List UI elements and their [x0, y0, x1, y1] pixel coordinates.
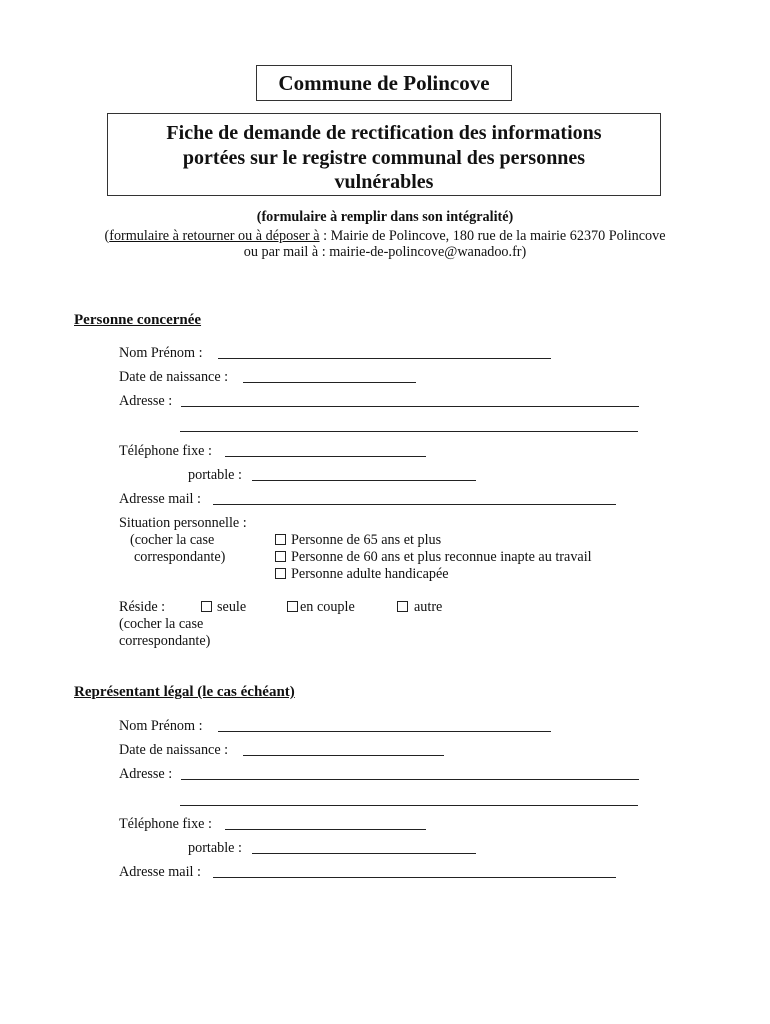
checkbox-icon[interactable]	[275, 568, 286, 579]
rep-phone-mobile-field[interactable]	[252, 853, 476, 854]
reside-option-seule-label: seule	[217, 599, 247, 615]
person-address-label: Adresse :	[119, 393, 173, 409]
reside-option-seule[interactable]	[201, 599, 246, 616]
situation-option-65-label: Personne de 65 ans et plus	[291, 532, 442, 548]
form-title-line-1: Fiche de demande de rectification des informations	[166, 122, 602, 144]
rep-name-field[interactable]	[218, 731, 551, 732]
person-address-field-2[interactable]	[180, 431, 638, 432]
situation-option-65[interactable]	[275, 532, 441, 549]
situation-hint-2: correspondante)	[134, 549, 226, 565]
rep-birth-label: Date de naissance :	[119, 742, 229, 758]
person-phone-fixed-label: Téléphone fixe :	[119, 443, 212, 459]
reside-option-autre-label: autre	[414, 599, 443, 615]
reside-option-couple[interactable]	[287, 599, 355, 616]
form-title	[107, 113, 661, 196]
person-birth-label: Date de naissance :	[119, 369, 229, 385]
section-person-title: Personne concernée	[74, 312, 202, 328]
checkbox-icon[interactable]	[287, 601, 298, 612]
rep-phone-fixed-field[interactable]	[225, 829, 426, 830]
checkbox-icon[interactable]	[275, 534, 286, 545]
rep-email-field[interactable]	[213, 877, 616, 878]
return-prefix: (	[104, 228, 110, 244]
rep-phone-mobile-label: portable :	[188, 840, 242, 856]
reside-hint-2: correspondante)	[119, 633, 211, 649]
reside-option-couple-label: en couple	[300, 599, 355, 615]
checkbox-icon[interactable]	[201, 601, 212, 612]
situation-option-60-label: Personne de 60 ans et plus reconnue inapte au travail	[291, 549, 592, 565]
return-rest: : Mairie de Polincove, 180 rue de la mairie 62370 Polincove	[319, 228, 666, 244]
reside-option-autre[interactable]	[397, 599, 442, 616]
person-name-label: Nom Prénom :	[119, 345, 203, 361]
commune-title: Commune de Polincove	[256, 65, 512, 101]
person-birth-field[interactable]	[243, 382, 416, 383]
person-name-field[interactable]	[218, 358, 551, 359]
person-phone-fixed-field[interactable]	[225, 456, 426, 457]
person-email-field[interactable]	[213, 504, 616, 505]
situation-label: Situation personnelle :	[119, 515, 247, 531]
situation-option-handicap-label: Personne adulte handicapée	[291, 566, 449, 582]
situation-option-60-inapte[interactable]	[275, 549, 592, 566]
person-phone-mobile-field[interactable]	[252, 480, 476, 481]
fill-note: (formulaire à remplir dans son intégralité)	[256, 209, 514, 225]
return-underlined: formulaire à retourner ou à déposer à	[109, 228, 320, 244]
person-phone-mobile-label: portable :	[188, 467, 242, 483]
form-title-line-2: portées sur le registre communal des personnes	[182, 146, 586, 169]
checkbox-icon[interactable]	[275, 551, 286, 562]
rep-email-label: Adresse mail :	[119, 864, 201, 880]
form-title-line-3: vulnérables	[334, 171, 434, 193]
person-email-label: Adresse mail :	[119, 491, 201, 507]
rep-phone-fixed-label: Téléphone fixe :	[119, 816, 212, 832]
rep-name-label: Nom Prénom :	[119, 718, 203, 734]
rep-birth-field[interactable]	[243, 755, 444, 756]
reside-label: Réside :	[119, 599, 166, 615]
mail-instructions: ou par mail à : mairie-de-polincove@wanadoo.fr)	[243, 244, 527, 260]
rep-address-field-1[interactable]	[181, 779, 639, 780]
checkbox-icon[interactable]	[397, 601, 408, 612]
rep-address-field-2[interactable]	[180, 805, 638, 806]
section-representative-title: Représentant légal (le cas échéant)	[74, 684, 295, 700]
rep-address-label: Adresse :	[119, 766, 173, 782]
return-instructions	[0, 228, 770, 245]
situation-hint-1: (cocher la case	[130, 532, 215, 548]
person-address-field-1[interactable]	[181, 406, 639, 407]
situation-option-handicap[interactable]	[275, 566, 449, 583]
reside-hint-1: (cocher la case	[119, 616, 204, 632]
